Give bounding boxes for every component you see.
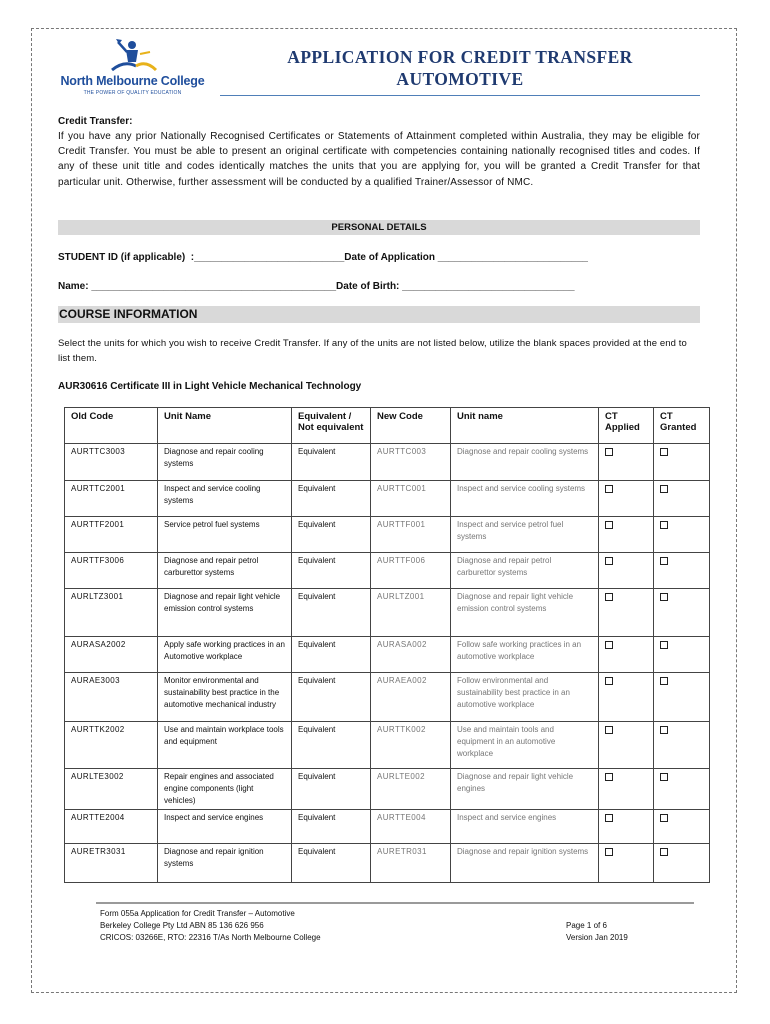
logo-tagline: THE POWER OF QUALITY EDUCATION [83, 90, 182, 96]
new-unit-name-cell: Diagnose and repair cooling systems [451, 444, 599, 481]
ct-applied-cell [599, 673, 654, 722]
old-code-cell: AURTTC3003 [65, 444, 158, 481]
ct-granted-checkbox[interactable] [660, 773, 668, 781]
old-code-cell: AURTTF3006 [65, 553, 158, 589]
ct-granted-checkbox[interactable] [660, 593, 668, 601]
old-code-cell: AURAE3003 [65, 673, 158, 722]
ct-granted-checkbox[interactable] [660, 641, 668, 649]
ct-applied-cell [599, 589, 654, 637]
equivalence-cell: Equivalent [292, 810, 371, 844]
equivalence-cell: Equivalent [292, 444, 371, 481]
new-unit-name-cell: Diagnose and repair petrol carburettor systems [451, 553, 599, 589]
ct-granted-cell [654, 722, 710, 769]
title-line-2: AUTOMOTIVE [396, 69, 524, 89]
header-ct-applied: CT Applied [599, 408, 654, 444]
unit-name-cell: Diagnose and repair light vehicle emission control systems [158, 589, 292, 637]
footer-version: Version Jan 2019 [566, 933, 628, 942]
unit-name-cell: Inspect and service cooling systems [158, 481, 292, 517]
ct-granted-cell [654, 769, 710, 810]
ct-applied-cell [599, 810, 654, 844]
ct-granted-checkbox[interactable] [660, 521, 668, 529]
table-row [65, 637, 710, 673]
credit-transfer-body: If you have any prior Nationally Recognised Certificates or Statements of Attainment completed within Australia, they may be eligible for Credit Transfer. You must be able to present an original certificate with competencies containing nationally recognised titles and codes. If any of these unit title and codes identically matches the units that you are applying for, you will be granted a Credit Transfer for that particular unit. Otherwise, further assessment will be conducted by a qualified Trainer/Assessor of NMC. [58, 131, 700, 188]
ct-granted-cell [654, 810, 710, 844]
table-row [65, 517, 710, 553]
ct-granted-checkbox[interactable] [660, 448, 668, 456]
table-row [65, 481, 710, 517]
table-row [65, 553, 710, 589]
new-unit-name-cell: Inspect and service engines [451, 810, 599, 844]
ct-applied-checkbox[interactable] [605, 641, 613, 649]
equivalence-cell: Equivalent [292, 844, 371, 883]
table-row [65, 673, 710, 722]
ct-applied-checkbox[interactable] [605, 726, 613, 734]
header-equivalent: Equivalent / Not equivalent [292, 408, 371, 444]
units-table [64, 407, 710, 883]
equivalence-cell: Equivalent [292, 769, 371, 810]
ct-granted-cell [654, 673, 710, 722]
new-code-cell: AURASA002 [371, 637, 451, 673]
equivalence-cell: Equivalent [292, 722, 371, 769]
old-code-cell: AURASA2002 [65, 637, 158, 673]
ct-granted-cell [654, 589, 710, 637]
header-new-unit-name: Unit name [451, 408, 599, 444]
ct-applied-checkbox[interactable] [605, 677, 613, 685]
ct-granted-cell [654, 444, 710, 481]
equivalence-cell: Equivalent [292, 589, 371, 637]
ct-granted-cell [654, 844, 710, 883]
unit-name-cell: Diagnose and repair petrol carburettor systems [158, 553, 292, 589]
old-code-cell: AURETR3031 [65, 844, 158, 883]
new-unit-name-cell: Diagnose and repair light vehicle engines [451, 769, 599, 810]
new-unit-name-cell: Inspect and service petrol fuel systems [451, 517, 599, 553]
footer-form-name: Form 055a Application for Credit Transfer – Automotive [100, 909, 295, 918]
unit-name-cell: Repair engines and associated engine components (light vehicles) [158, 769, 292, 810]
unit-name-cell: Diagnose and repair ignition systems [158, 844, 292, 883]
footer-rule [96, 902, 694, 904]
unit-name-cell: Use and maintain workplace tools and equipment [158, 722, 292, 769]
personal-details-heading: PERSONAL DETAILS [58, 220, 700, 235]
footer-left [100, 908, 321, 944]
footer-right [566, 920, 628, 944]
equivalence-cell: Equivalent [292, 673, 371, 722]
course-information-heading: COURSE INFORMATION [58, 306, 700, 323]
title-line-1: APPLICATION FOR CREDIT TRANSFER [287, 47, 633, 67]
ct-applied-cell [599, 844, 654, 883]
new-unit-name-cell: Diagnose and repair ignition systems [451, 844, 599, 883]
college-logo [60, 36, 205, 100]
old-code-cell: AURTTC2001 [65, 481, 158, 517]
document-title [220, 46, 700, 90]
table-row [65, 589, 710, 637]
equivalence-cell: Equivalent [292, 637, 371, 673]
ct-granted-checkbox[interactable] [660, 848, 668, 856]
new-unit-name-cell: Use and maintain tools and equipment in an automotive workplace [451, 722, 599, 769]
ct-applied-checkbox[interactable] [605, 593, 613, 601]
ct-applied-cell [599, 637, 654, 673]
new-code-cell: AURLTZ001 [371, 589, 451, 637]
ct-granted-cell [654, 481, 710, 517]
footer-cricos: CRICOS: 03266E, RTO: 22316 T/As North Melbourne College [100, 933, 321, 942]
old-code-cell: AURTTK2002 [65, 722, 158, 769]
ct-applied-cell [599, 517, 654, 553]
new-unit-name-cell: Follow safe working practices in an automotive workplace [451, 637, 599, 673]
unit-name-cell: Inspect and service engines [158, 810, 292, 844]
header-old-code: Old Code [65, 408, 158, 444]
ct-granted-checkbox[interactable] [660, 726, 668, 734]
unit-name-cell: Monitor environmental and sustainability best practice in the automotive mechanical industry [158, 673, 292, 722]
new-code-cell: AURTTC003 [371, 444, 451, 481]
ct-applied-checkbox[interactable] [605, 448, 613, 456]
footer-page-number: Page 1 of 6 [566, 921, 607, 930]
new-code-cell: AURTTK002 [371, 722, 451, 769]
ct-applied-cell [599, 722, 654, 769]
ct-applied-checkbox[interactable] [605, 485, 613, 493]
new-unit-name-cell: Diagnose and repair light vehicle emission control systems [451, 589, 599, 637]
new-unit-name-cell: Follow environmental and sustainability best practice in an automotive workplace [451, 673, 599, 722]
new-code-cell: AURAEA002 [371, 673, 451, 722]
new-code-cell: AURLTE002 [371, 769, 451, 810]
table-row [65, 722, 710, 769]
table-row [65, 444, 710, 481]
ct-applied-checkbox[interactable] [605, 557, 613, 565]
old-code-cell: AURTTF2001 [65, 517, 158, 553]
graduate-figure-logo-icon [60, 36, 205, 76]
ct-applied-checkbox[interactable] [605, 521, 613, 529]
ct-granted-checkbox[interactable] [660, 557, 668, 565]
new-unit-name-cell: Inspect and service cooling systems [451, 481, 599, 517]
equivalence-cell: Equivalent [292, 553, 371, 589]
table-row [65, 769, 710, 810]
ct-applied-cell [599, 769, 654, 810]
new-code-cell: AURTTC001 [371, 481, 451, 517]
course-instructions: Select the units for which you wish to receive Credit Transfer. If any of the units are not listed below, utilize the blank spaces provided at the end to list them. [58, 338, 687, 364]
footer-company: Berkeley College Pty Ltd ABN 85 136 626 956 [100, 921, 264, 930]
ct-granted-cell [654, 553, 710, 589]
new-code-cell: AURTTF006 [371, 553, 451, 589]
ct-applied-checkbox[interactable] [605, 814, 613, 822]
unit-name-cell: Apply safe working practices in an Automotive workplace [158, 637, 292, 673]
ct-granted-checkbox[interactable] [660, 485, 668, 493]
credit-transfer-heading: Credit Transfer: [58, 116, 133, 127]
header-unit-name: Unit Name [158, 408, 292, 444]
unit-name-cell: Service petrol fuel systems [158, 517, 292, 553]
qualification-title: AUR30616 Certificate III in Light Vehicle Mechanical Technology [58, 381, 362, 392]
new-code-cell: AURETR031 [371, 844, 451, 883]
ct-granted-checkbox[interactable] [660, 814, 668, 822]
ct-granted-cell [654, 637, 710, 673]
old-code-cell: AURTTE2004 [65, 810, 158, 844]
ct-granted-checkbox[interactable] [660, 677, 668, 685]
old-code-cell: AURLTE3002 [65, 769, 158, 810]
ct-applied-checkbox[interactable] [605, 773, 613, 781]
old-code-cell: AURLTZ3001 [65, 589, 158, 637]
title-underline [220, 95, 700, 96]
header-ct-granted: CT Granted [654, 408, 710, 444]
name-and-dob-fields[interactable]: Name: ____________________________________________Date of Birth: _______________________________ [58, 281, 575, 292]
table-row [65, 844, 710, 883]
equivalence-cell: Equivalent [292, 517, 371, 553]
ct-applied-cell [599, 481, 654, 517]
new-code-cell: AURTTF001 [371, 517, 451, 553]
logo-college-name: North Melbourne College [60, 74, 205, 88]
ct-granted-cell [654, 517, 710, 553]
ct-applied-checkbox[interactable] [605, 848, 613, 856]
student-id-and-date-fields[interactable]: STUDENT ID (if applicable) :___________________________Date of Application ___________________________ [58, 252, 588, 263]
equivalence-cell: Equivalent [292, 481, 371, 517]
table-header-row [65, 408, 710, 444]
unit-name-cell: Diagnose and repair cooling systems [158, 444, 292, 481]
ct-applied-cell [599, 553, 654, 589]
header-new-code: New Code [371, 408, 451, 444]
table-row [65, 810, 710, 844]
ct-applied-cell [599, 444, 654, 481]
new-code-cell: AURTTE004 [371, 810, 451, 844]
